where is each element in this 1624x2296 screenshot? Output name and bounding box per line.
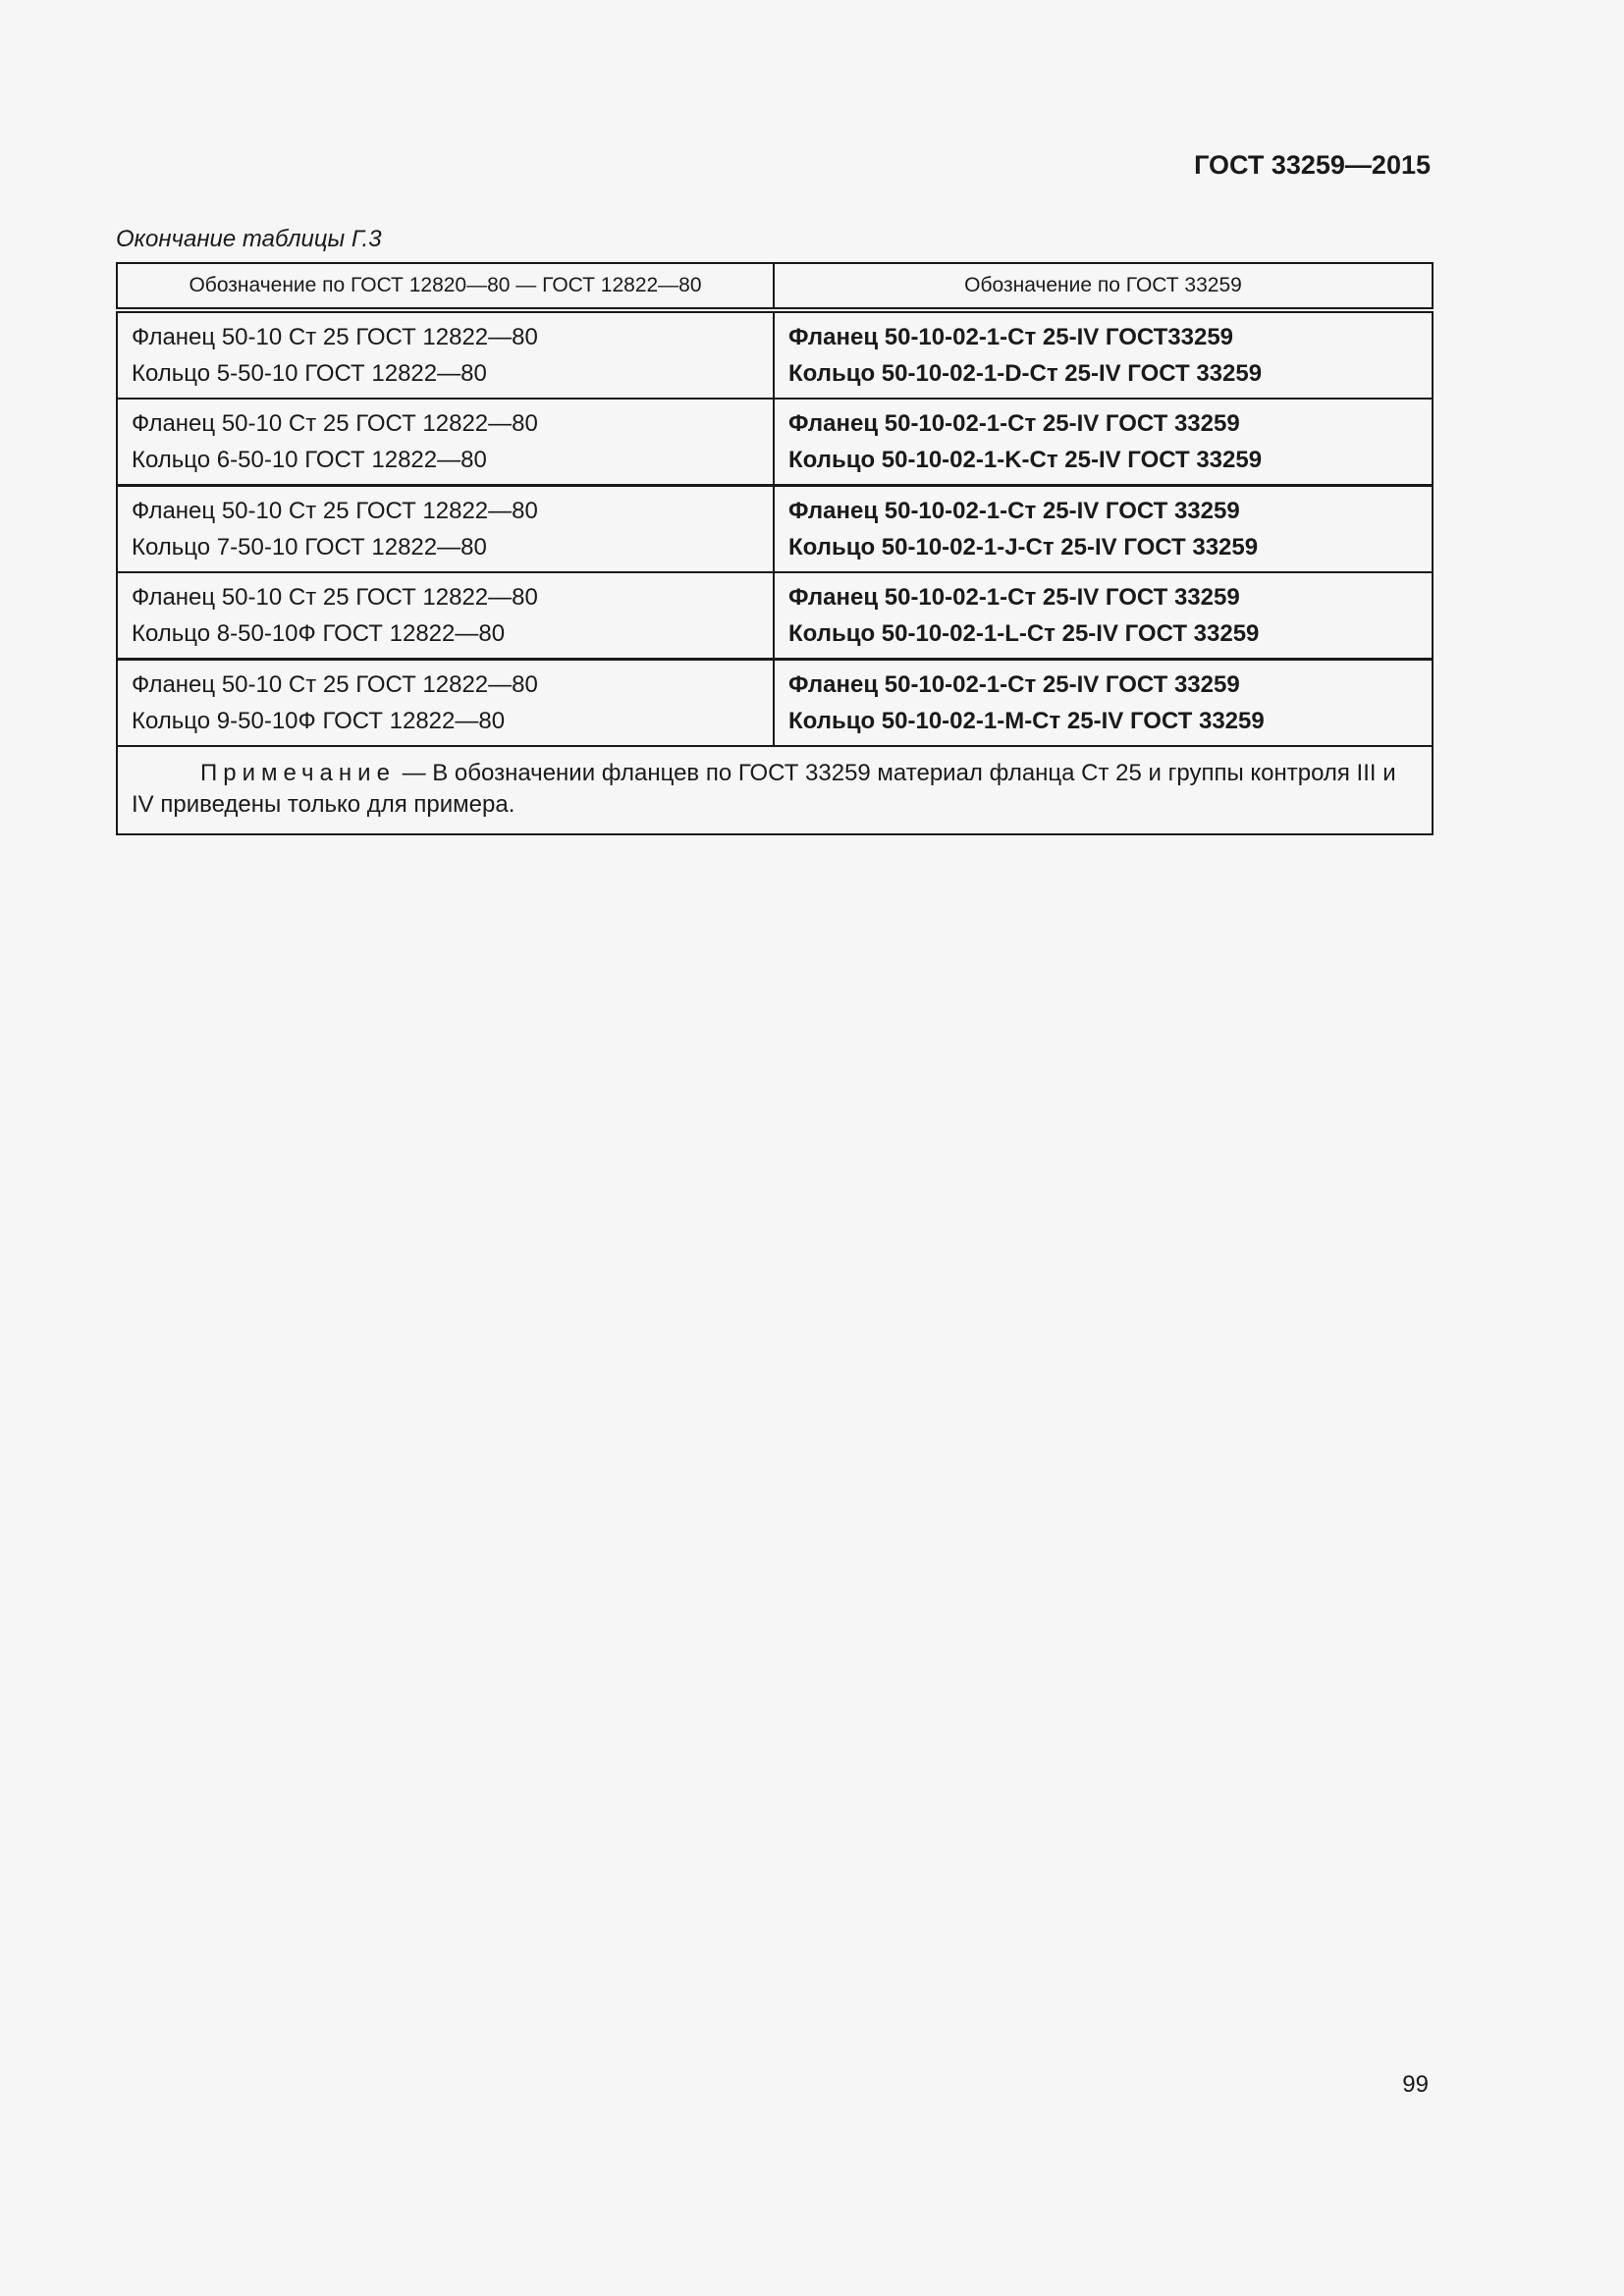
table-row (117, 486, 1433, 573)
table-row (117, 399, 1433, 486)
old-designation-cell (117, 310, 774, 399)
old-flange-line: Фланец 50-10 Ст 25 ГОСТ 12822—80 (132, 584, 538, 611)
designation-table (116, 262, 1434, 835)
new-flange-line: Фланец 50-10-02-1-Ст 25-IV ГОСТ 33259 (788, 584, 1240, 611)
table-header-row (117, 263, 1433, 310)
new-designation-cell (774, 399, 1433, 486)
table-row (117, 310, 1433, 399)
new-ring-line: Кольцо 50-10-02-1-M-Ст 25-IV ГОСТ 33259 (788, 708, 1265, 734)
old-ring-line: Кольцо 8-50-10Ф ГОСТ 12822—80 (132, 620, 506, 647)
new-flange-line: Фланец 50-10-02-1-Ст 25-IV ГОСТ 33259 (788, 671, 1240, 698)
new-designation-cell (774, 660, 1433, 747)
old-ring-line: Кольцо 6-50-10 ГОСТ 12822—80 (132, 447, 487, 473)
new-ring-line: Кольцо 50-10-02-1-K-Ст 25-IV ГОСТ 33259 (788, 447, 1263, 473)
old-flange-line: Фланец 50-10 Ст 25 ГОСТ 12822—80 (132, 324, 538, 350)
old-designation-cell (117, 572, 774, 660)
note-text: — В обозначении фланцев по ГОСТ 33259 материал фланца Ст 25 и группы контроля III и IV приведены только для примера. (132, 760, 1396, 818)
old-ring-line: Кольцо 7-50-10 ГОСТ 12822—80 (132, 534, 487, 561)
new-ring-line: Кольцо 50-10-02-1-L-Ст 25-IV ГОСТ 33259 (788, 620, 1260, 647)
old-designation-cell (117, 486, 774, 573)
column-header-new-designation: Обозначение по ГОСТ 33259 (774, 263, 1433, 310)
old-designation-cell (117, 660, 774, 747)
new-designation-cell (774, 572, 1433, 660)
new-flange-line: Фланец 50-10-02-1-Ст 25-IV ГОСТ33259 (788, 324, 1234, 350)
table-note (117, 746, 1433, 834)
old-flange-line: Фланец 50-10 Ст 25 ГОСТ 12822—80 (132, 671, 538, 698)
new-ring-line: Кольцо 50-10-02-1-J-Ст 25-IV ГОСТ 33259 (788, 534, 1259, 561)
note-label: Примечание (200, 760, 396, 786)
old-ring-line: Кольцо 9-50-10Ф ГОСТ 12822—80 (132, 708, 506, 734)
document-standard-code: ГОСТ 33259—2015 (1194, 150, 1431, 180)
new-flange-line: Фланец 50-10-02-1-Ст 25-IV ГОСТ 33259 (788, 410, 1240, 437)
new-flange-line: Фланец 50-10-02-1-Ст 25-IV ГОСТ 33259 (788, 498, 1240, 524)
old-flange-line: Фланец 50-10 Ст 25 ГОСТ 12822—80 (132, 410, 538, 437)
table-row (117, 572, 1433, 660)
old-flange-line: Фланец 50-10 Ст 25 ГОСТ 12822—80 (132, 498, 538, 524)
new-ring-line: Кольцо 50-10-02-1-D-Ст 25-IV ГОСТ 33259 (788, 360, 1263, 387)
page-number: 99 (1402, 2071, 1429, 2098)
new-designation-cell (774, 310, 1433, 399)
old-ring-line: Кольцо 5-50-10 ГОСТ 12822—80 (132, 360, 487, 387)
table-row (117, 660, 1433, 747)
new-designation-cell (774, 486, 1433, 573)
table-caption: Окончание таблицы Г.3 (116, 226, 382, 252)
column-header-old-designation: Обозначение по ГОСТ 12820—80 — ГОСТ 12822—80 (117, 263, 774, 310)
old-designation-cell (117, 399, 774, 486)
table-note-row (117, 746, 1433, 834)
